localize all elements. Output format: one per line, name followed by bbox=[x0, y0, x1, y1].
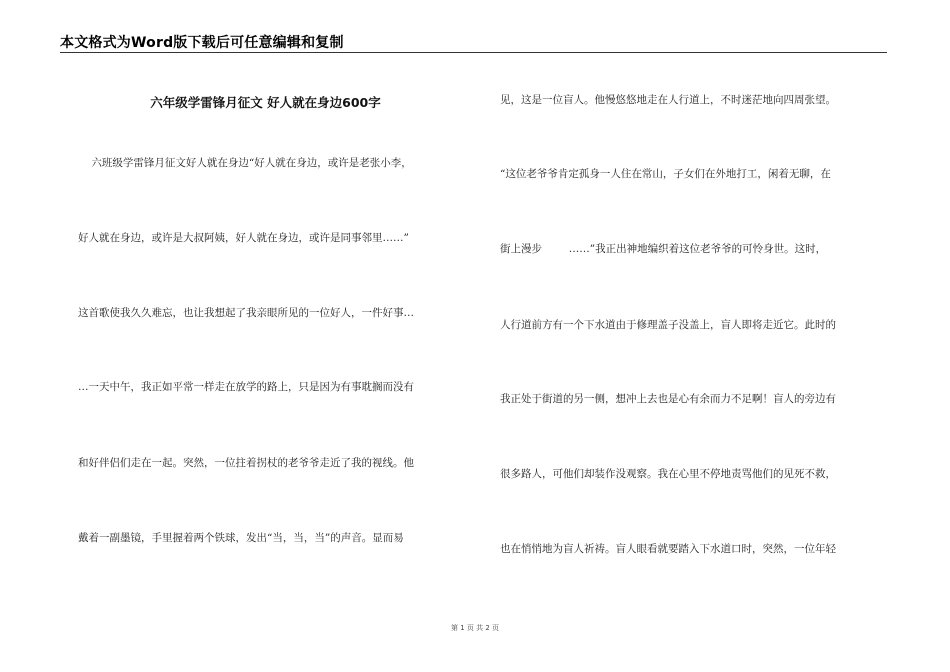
body-line: …一天中午，我正如平常一样走在放学的路上，只是因为有事耽搁而没有 bbox=[78, 381, 414, 393]
body-line: 这首歌使我久久难忘，也让我想起了我亲眼所见的一位好人，一件好事… bbox=[78, 307, 414, 319]
body-line: 也在悄悄地为盲人祈祷。盲人眼看就要踏入下水道口时，突然，一位年轻 bbox=[500, 543, 836, 555]
body-line: 我正处于街道的另一侧，想冲上去也是心有余而力不足啊！盲人的旁边有 bbox=[500, 393, 836, 405]
document-title: 六年级学雷锋月征文 好人就在身边600字 bbox=[150, 95, 381, 110]
body-line: 很多路人，可他们却装作没观察。我在心里不停地责骂他们的见死不救， bbox=[500, 468, 836, 480]
document-banner: 本文格式为Word版下载后可任意编辑和复制 bbox=[60, 35, 344, 51]
body-line: 六班级学雷锋月征文好人就在身边“好人就在身边，或许是老张小李， bbox=[78, 157, 412, 169]
body-line: 和好伴侣们走在一起。突然，一位拄着拐杖的老爷爷走近了我的视线。他 bbox=[78, 457, 414, 469]
body-line: 人行道前方有一个下水道由于修理盖子没盖上，盲人即将走近它。此时的 bbox=[500, 319, 836, 331]
body-line: 好人就在身边，或许是大叔阿姨，好人就在身边，或许是同事邻里……” bbox=[78, 232, 409, 244]
page-number: 第 1 页 共 2 页 bbox=[450, 624, 500, 632]
body-line: “这位老爷爷肯定孤身一人住在常山，子女们在外地打工，闲着无聊，在 bbox=[500, 168, 831, 180]
body-line: 街上漫步 ……”我正出神地编织着这位老爷爷的可怜身世。这时， bbox=[500, 243, 827, 255]
body-line: 戴着一副墨镜，手里握着两个铁球，发出“当，当，当”的声音。显而易 bbox=[78, 532, 404, 544]
body-line: 见，这是一位盲人。他慢悠悠地走在人行道上，不时迷茫地向四周张望。 bbox=[500, 94, 836, 106]
header-rule bbox=[60, 52, 887, 53]
